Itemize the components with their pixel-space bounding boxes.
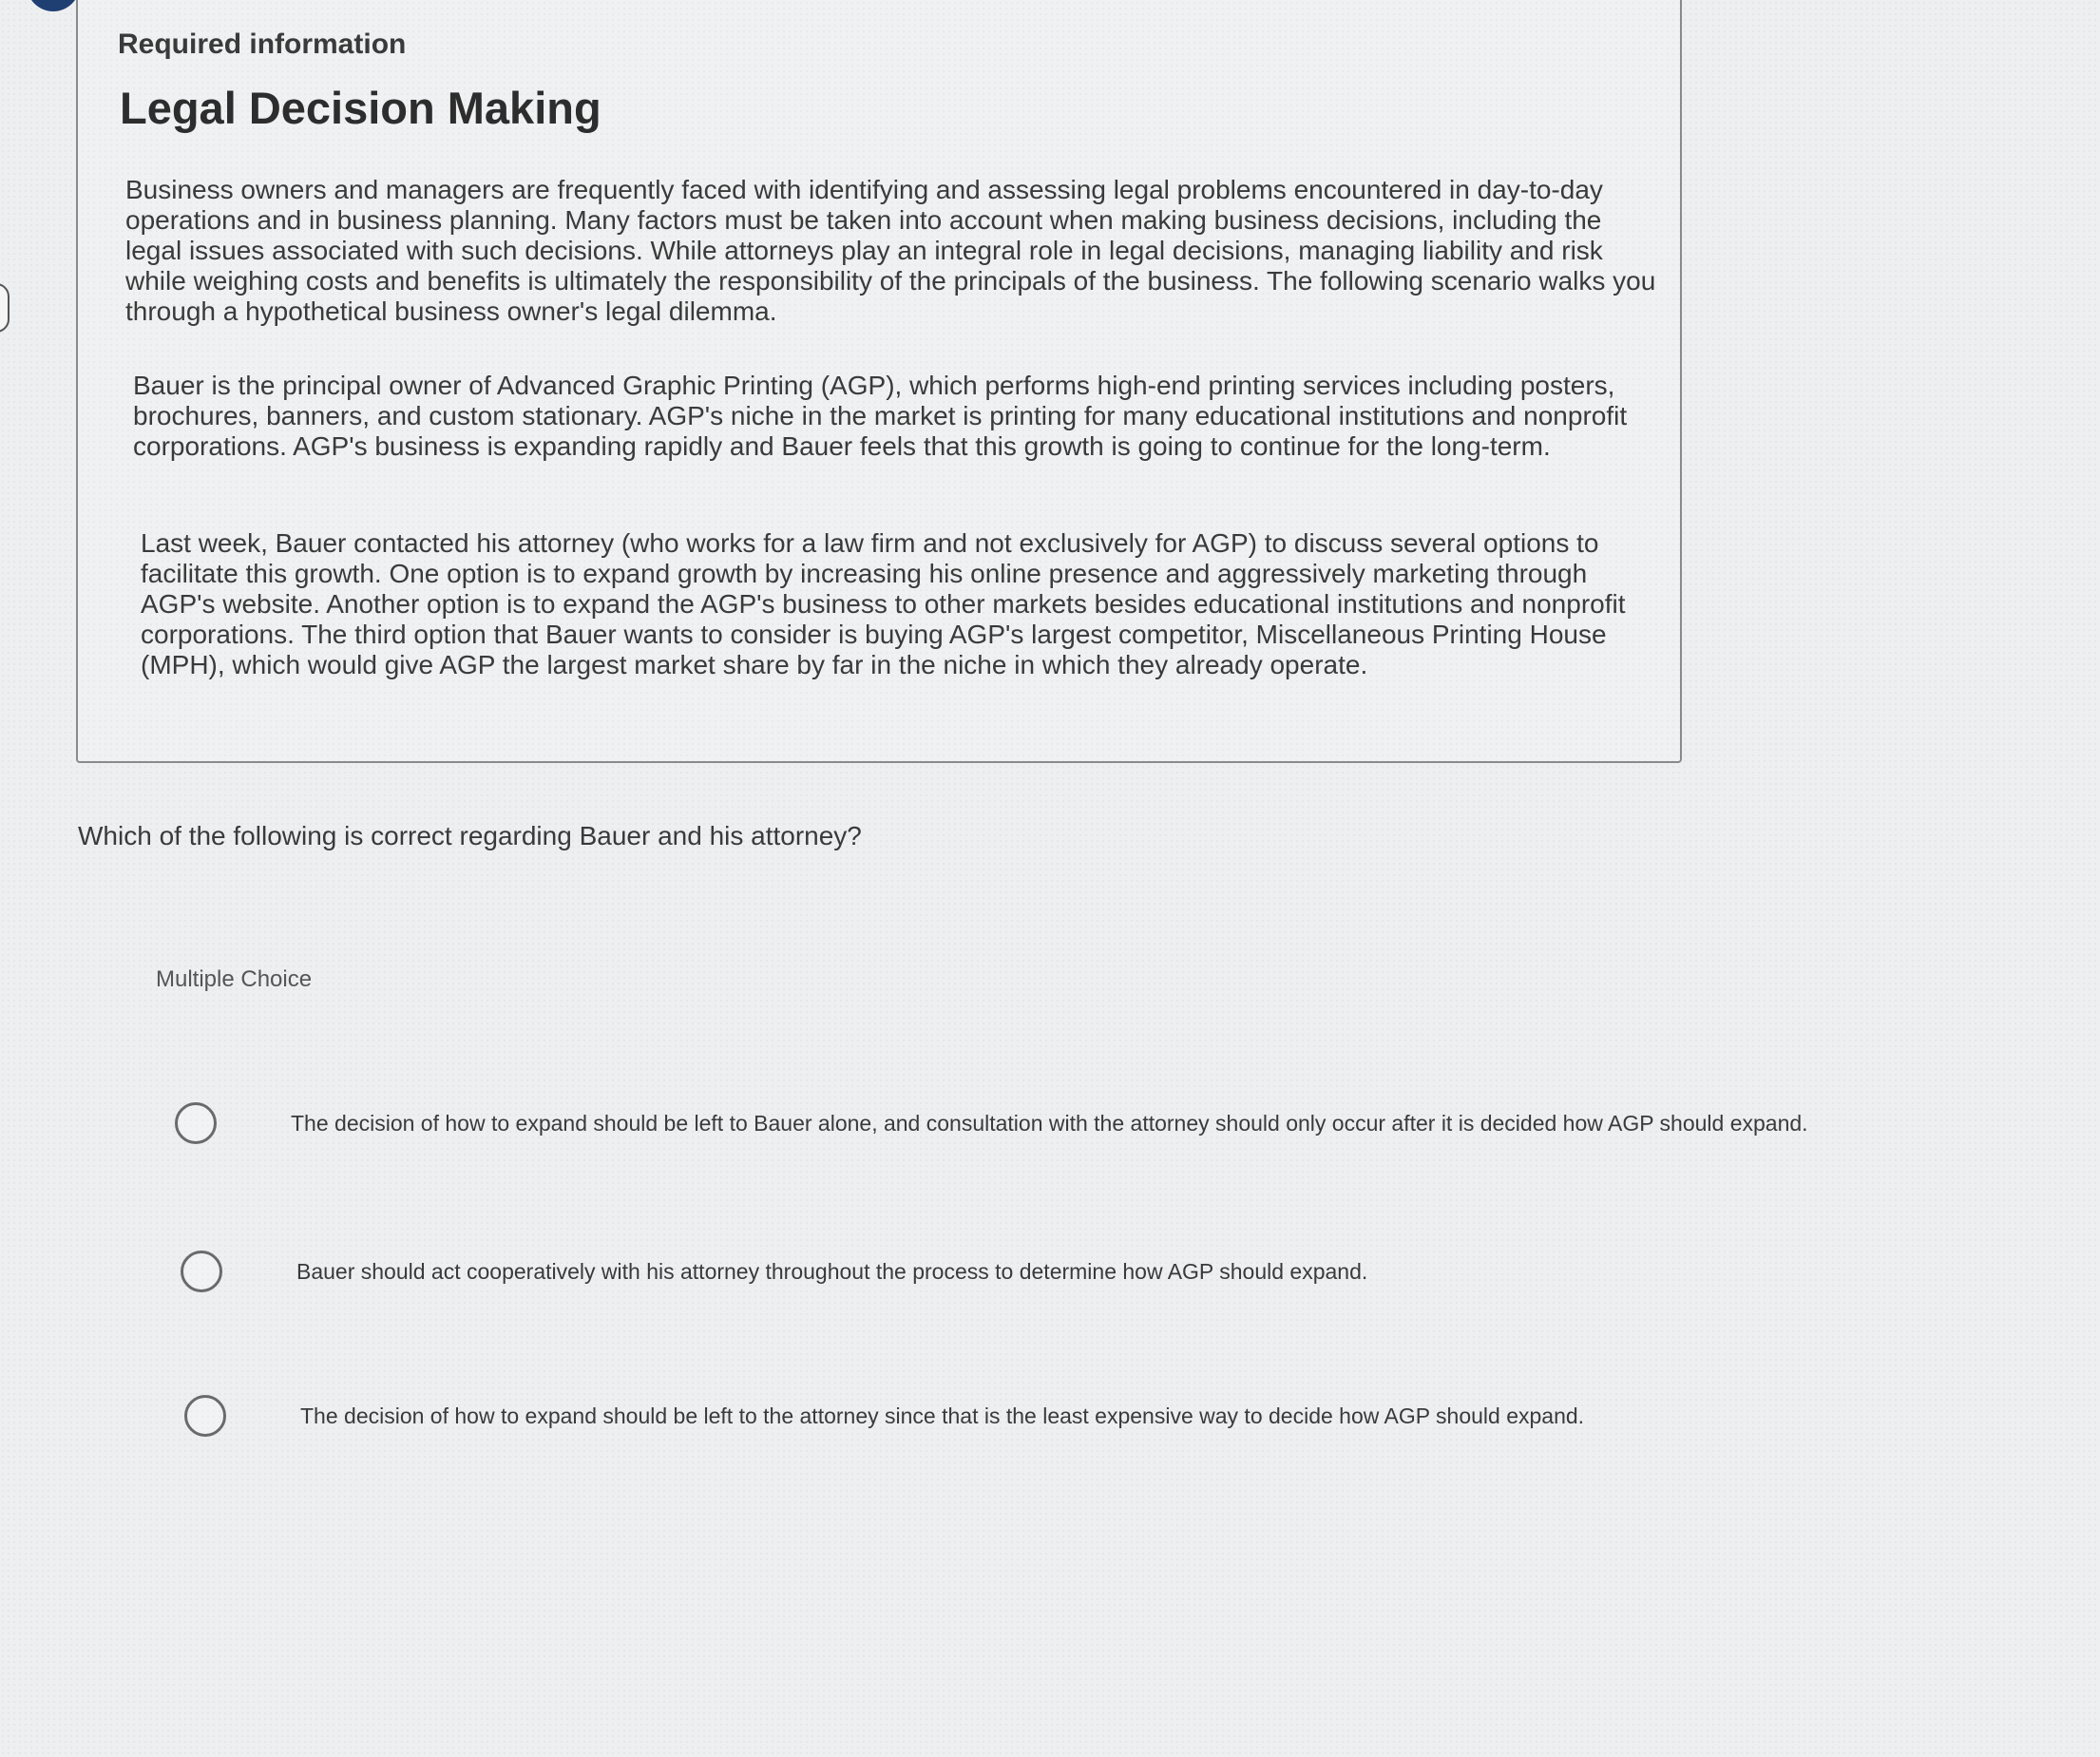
answer-option-2[interactable]	[181, 1251, 1367, 1292]
answer-option-1[interactable]	[175, 1102, 1808, 1144]
answer-option-3[interactable]	[184, 1395, 1584, 1437]
options-paragraph: Last week, Bauer contacted his attorney (who works for a law firm and not exclusively for AGP) to discuss several options to facilitate this growth. One option is to expand growth by increasing his online presence and aggressively marketing through AGP's website. Another option is to expand the AGP's business to other markets besides educational institutions and nonprofit corporations. The third option that Bauer wants to consider is buying AGP's largest competitor, Miscellaneous Printing House (MPH), which would give AGP the largest market share by far in the niche in which they already operate.	[141, 528, 1626, 679]
radio-button-unselected-icon[interactable]	[175, 1102, 217, 1144]
question-text: Which of the following is correct regarding Bauer and his attorney?	[78, 821, 862, 850]
answer-option-text[interactable]: The decision of how to expand should be left to the attorney since that is the least expensive way to decide how AGP should expand.	[300, 1403, 1585, 1428]
required-info-label: Required information	[118, 29, 407, 60]
radio-button-unselected-icon[interactable]	[184, 1395, 226, 1437]
intro-paragraph: Business owners and managers are frequently faced with identifying and assessing legal problems encountered in day-to-day operations and in business planning. Many factors must be taken into account when making business decisions, including the legal issues associated with such decisions. While attorneys play an integral role in legal decisions, managing liability and risk while weighing costs and benefits is ultimately the responsibility of the principals of the business. The following scenario walks you through a hypothetical business owner's legal dilemma.	[125, 175, 1656, 326]
scenario-paragraph: Bauer is the principal owner of Advanced Graphic Printing (AGP), which performs high-end printing services including posters, brochures, banners, and custom stationary. AGP's niche in the market is printing for many educational institutions and nonprofit corporations. AGP's business is expanding rapidly and Bauer feels that this growth is going to continue for the long-term.	[133, 371, 1628, 461]
answer-option-text[interactable]: Bauer should act cooperatively with his attorney throughout the process to determine how AGP should expand.	[296, 1258, 1368, 1284]
question-type-label: Multiple Choice	[156, 966, 313, 992]
page-title: Legal Decision Making	[120, 83, 601, 133]
radio-button-unselected-icon[interactable]	[181, 1251, 222, 1292]
side-panel-toggle[interactable]	[0, 283, 10, 333]
info-badge-icon	[27, 0, 80, 11]
answer-option-text[interactable]: The decision of how to expand should be left to Bauer alone, and consultation with the attorney should only occur after it is decided how AGP should expand.	[291, 1110, 1808, 1136]
